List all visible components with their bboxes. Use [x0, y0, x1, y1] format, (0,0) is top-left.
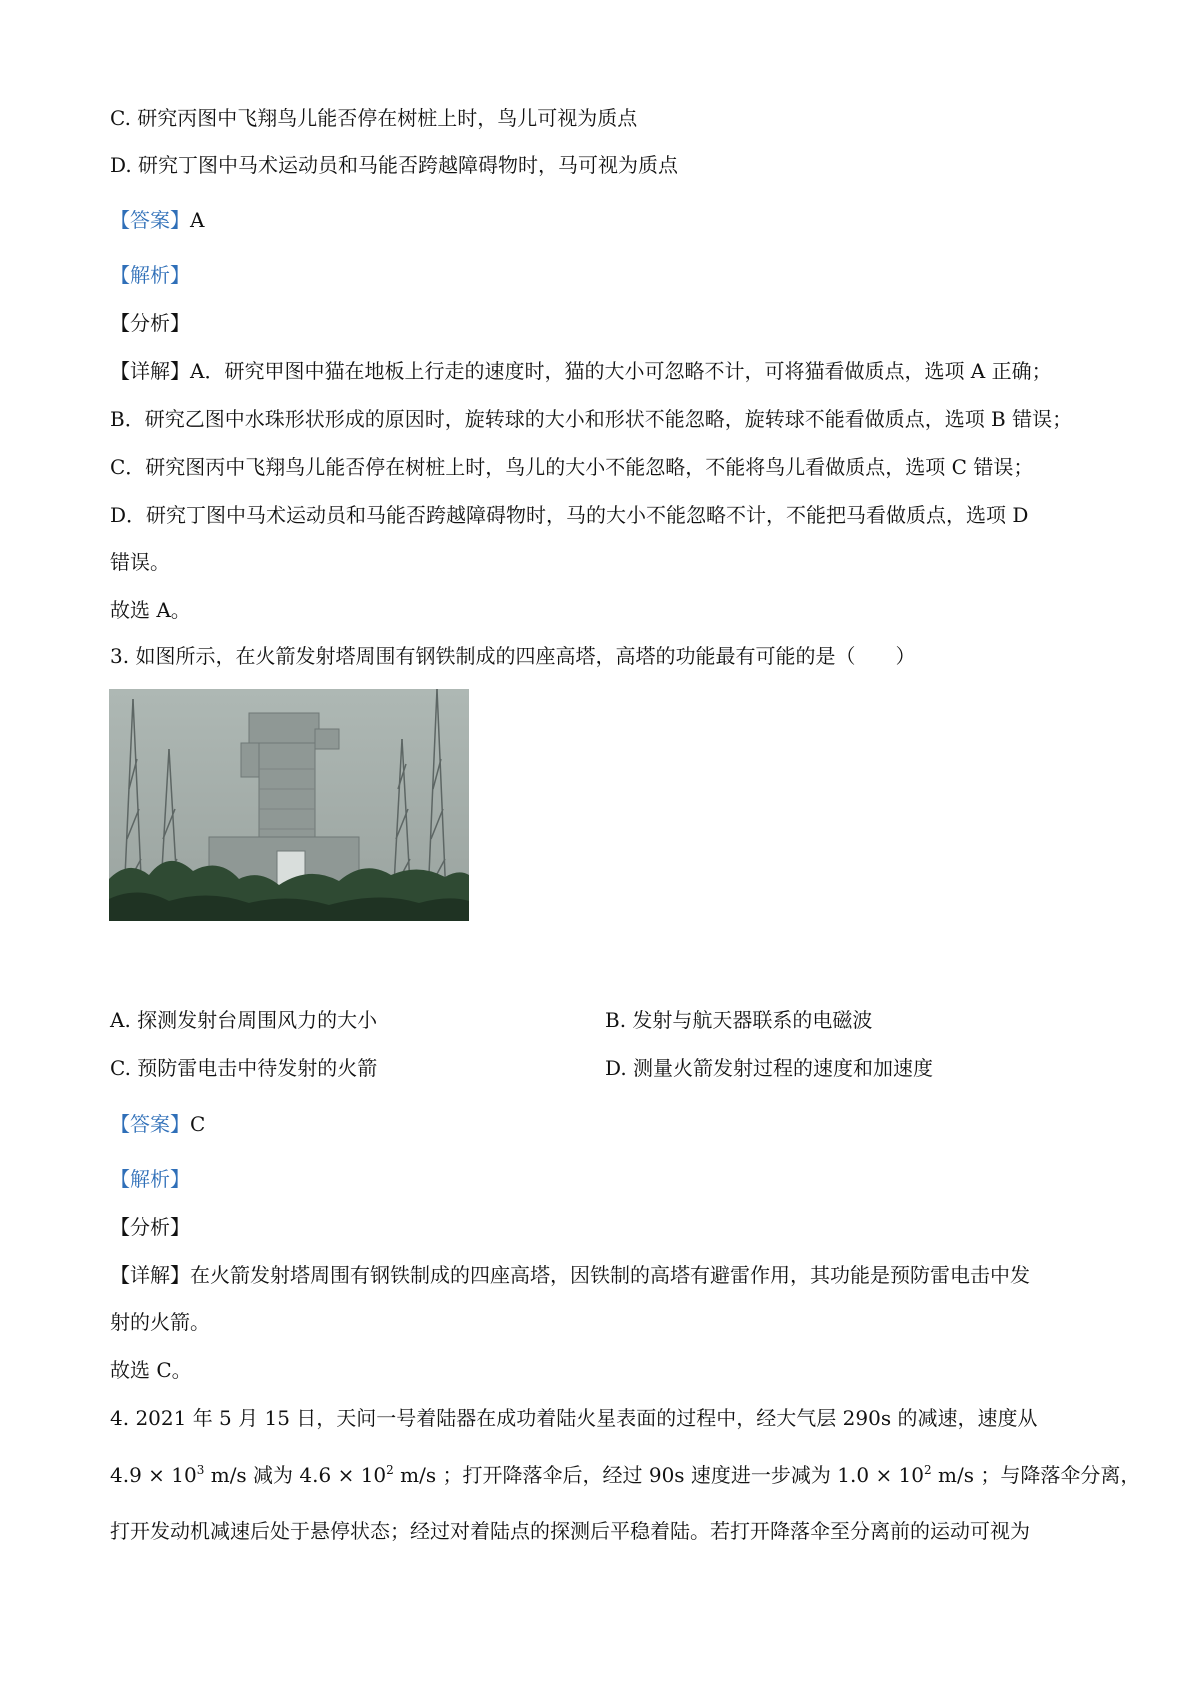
q2-detail-1: 【详解】A．研究甲图中猫在地板上行走的速度时，猫的大小可忽略不计，可将猫看做质点，选项 A 正确； [110, 359, 1052, 383]
q3-detail-2: 射的火箭。 [110, 1310, 210, 1334]
q3-fenxi-tag: 【分析】 [110, 1215, 190, 1239]
q4-stem-line-3: 打开发动机减速后处于悬停状态；经过对着陆点的探测后平稳着陆。若打开降落伞至分离前的运动可视为 [110, 1519, 1030, 1543]
q3-jiexi-tag: 【解析】 [110, 1167, 190, 1191]
q2-fenxi-tag: 【分析】 [110, 311, 190, 335]
q2-detail-4: D．研究丁图中马术运动员和马能否跨越障碍物时，马的大小不能忽略不计，不能把马看做质点，选项 D [110, 503, 1029, 527]
q2-jiexi-tag: 【解析】 [110, 263, 190, 287]
q4-stem-line-1: 4. 2021 年 5 月 15 日，天问一号着陆器在成功着陆火星表面的过程中，经大气层 290s 的减速，速度从 [110, 1406, 1038, 1430]
q2-detail-5: 错误。 [110, 550, 170, 574]
q2-option-c: C. 研究丙图中飞翔鸟儿能否停在树桩上时，鸟儿可视为质点 [110, 106, 638, 130]
answer-value: A [190, 208, 205, 232]
answer-tag: 【答案】 [110, 208, 190, 232]
q3-conclusion: 故选 C。 [110, 1358, 192, 1382]
q3-option-d: D. 测量火箭发射过程的速度和加速度 [605, 1056, 934, 1080]
q2-detail-2: B．研究乙图中水珠形状形成的原因时，旋转球的大小和形状不能忽略，旋转球不能看做质点，选项 B 错误； [110, 407, 1073, 431]
q4-stem-line-2: $4.9 \times 10^3$ m/s 减为 $4.6 \times 10^2$ m/s ；打开降落伞后，经过 90s 速度进一步减为 $1.0 \times 10^2$ m/s ；与降落伞分离， [110, 1463, 1141, 1487]
q3-option-a: A. 探测发射台周围风力的大小 [110, 1008, 378, 1032]
q2-option-d: D. 研究丁图中马术运动员和马能否跨越障碍物时，马可视为质点 [110, 153, 679, 177]
q3-option-c: C. 预防雷电击中待发射的火箭 [110, 1056, 378, 1080]
q2-detail-3: C．研究图丙中飞翔鸟儿能否停在树桩上时，鸟儿的大小不能忽略，不能将鸟儿看做质点，选项 C 错误； [110, 455, 1034, 479]
q3-detail-1: 【详解】在火箭发射塔周围有钢铁制成的四座高塔，因铁制的高塔有避雷作用，其功能是预防雷电击中发 [110, 1263, 1030, 1287]
q3-answer: 【答案】C [110, 1112, 206, 1136]
q3-stem: 3. 如图所示，在火箭发射塔周围有钢铁制成的四座高塔，高塔的功能最有可能的是（ ） [110, 644, 916, 668]
launch-tower-photo [109, 689, 469, 921]
q3-option-b: B. 发射与航天器联系的电磁波 [605, 1008, 873, 1032]
q2-answer [110, 206, 204, 234]
q2-conclusion: 故选 A。 [110, 598, 191, 622]
